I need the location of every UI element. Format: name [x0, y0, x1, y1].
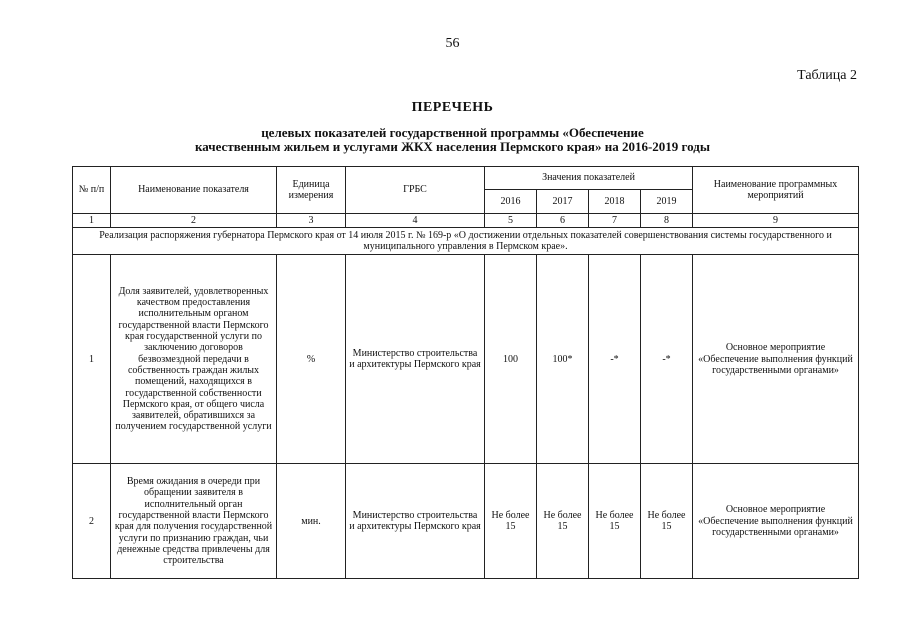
indicators-table — [72, 166, 859, 579]
row-indicator-name: Время ожидания в очереди при обращении заявителя в исполнительный орган государственной власти Пермского края для получения государственной услуги по признанию граждан, чьи денежные средства привлечены для строительства — [111, 464, 277, 579]
section-title: Реализация распоряжения губернатора Пермского края от 14 июля 2015 г. № 169-р «О достижении отдельных показателей совершенствования системы государственного и муниципального управления в Пермском крае». — [73, 228, 859, 255]
row-value-2017: Не более 15 — [537, 464, 589, 579]
row-unit: мин. — [277, 464, 346, 579]
row-value-2018: -* — [589, 255, 641, 464]
header-row — [73, 167, 859, 190]
header-values: Значения показателей — [485, 167, 693, 190]
header-num: № п/п — [73, 167, 111, 214]
page-number: 56 — [445, 36, 460, 51]
row-grbs: Министерство строительства и архитектуры Пермского края — [346, 464, 485, 579]
document-title: ПЕРЕЧЕНЬ — [411, 100, 494, 115]
column-numbers-row — [73, 214, 859, 228]
column-number: 1 — [73, 214, 111, 228]
column-number: 6 — [537, 214, 589, 228]
row-value-2016: 100 — [485, 255, 537, 464]
section-row — [73, 228, 859, 255]
row-num: 2 — [73, 464, 111, 579]
document-subtitle — [100, 126, 805, 154]
table-label: Таблица 2 — [797, 68, 857, 83]
row-unit: % — [277, 255, 346, 464]
subtitle-line-1: целевых показателей государственной программы «Обеспечение — [261, 125, 644, 140]
row-grbs: Министерство строительства и архитектуры Пермского края — [346, 255, 485, 464]
column-number: 4 — [346, 214, 485, 228]
subtitle-line-2: качественным жильем и услугами ЖКХ населения Пермского края» на 2016-2019 годы — [195, 139, 710, 154]
header-year-2017: 2017 — [537, 190, 589, 214]
column-number: 5 — [485, 214, 537, 228]
row-value-2019: Не более 15 — [641, 464, 693, 579]
row-value-2016: Не более 15 — [485, 464, 537, 579]
header-unit: Единица измерения — [277, 167, 346, 214]
header-grbs: ГРБС — [346, 167, 485, 214]
row-indicator-name: Доля заявителей, удовлетворенных качеством предоставления исполнительным органом государственной власти Пермского края государственной услуги по заключению договоров безвозмездной передачи в собственность граждан жилых помещений, находящихся в государственной собственности Пермского края, от общего числа заявителей, обратившихся за получением государственной услуги — [111, 255, 277, 464]
column-number: 8 — [641, 214, 693, 228]
row-program: Основное мероприятие «Обеспечение выполнения функций государственными органами» — [693, 464, 859, 579]
row-num: 1 — [73, 255, 111, 464]
row-program: Основное мероприятие «Обеспечение выполнения функций государственными органами» — [693, 255, 859, 464]
header-program: Наименование программных мероприятий — [693, 167, 859, 214]
header-year-2016: 2016 — [485, 190, 537, 214]
row-value-2018: Не более 15 — [589, 464, 641, 579]
column-number: 2 — [111, 214, 277, 228]
header-year-2018: 2018 — [589, 190, 641, 214]
column-number: 3 — [277, 214, 346, 228]
row-value-2017: 100* — [537, 255, 589, 464]
table-row — [73, 464, 859, 579]
column-number: 7 — [589, 214, 641, 228]
row-value-2019: -* — [641, 255, 693, 464]
table-row — [73, 255, 859, 464]
column-number: 9 — [693, 214, 859, 228]
header-name: Наименование показателя — [111, 167, 277, 214]
header-year-2019: 2019 — [641, 190, 693, 214]
